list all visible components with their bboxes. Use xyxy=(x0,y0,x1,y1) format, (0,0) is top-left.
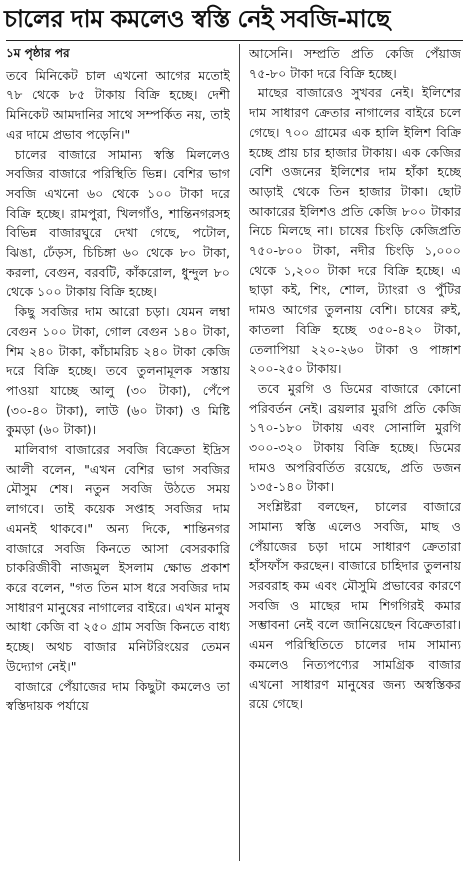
paragraph: কিছু সবজির দাম আরো চড়া। যেমন লম্বা বেগুন ১০০ টাকা, গোল বেগুন ১৪০ টাকা, শিম ২৪০ টাকা, কাঁচামরিচ ২৪০ টাকা কেজি দরে বিক্রি হচ্ছে। তবে তুলনামূলক সস্তায় পাওয়া যাচ্ছে আলু (৩০ টাকা), পেঁপে (৩০-৪০ টাকা), লাউ (৬০ টাকা) ও মিষ্টি কুমড়া (৬০ টাকা)। xyxy=(6,304,230,438)
paragraph: আসেনি। সম্প্রতি প্রতি কেজি পেঁয়াজ ৭৫-৮০ টাকা দরে বিক্রি হচ্ছে। xyxy=(249,46,461,81)
right-column xyxy=(249,44,461,861)
paragraph: বাজারে পেঁয়াজের দাম কিছুটা কমলেও তা স্বস্তিদায়ক পর্যায়ে xyxy=(6,678,230,714)
headline-rule xyxy=(6,40,463,41)
column-divider xyxy=(239,44,240,861)
paragraph: তবে মুরগি ও ডিমের বাজারে কোনো পরিবর্তন নেই। ব্রয়লার মুরগি প্রতি কেজি ১৭০-১৮০ টাকায় এবং সোনালি মুরগি ৩০০-৩২০ টাকায় বিক্রি হচ্ছে। ডিমের দামও অপরিবর্তিত রয়েছে, প্রতি ডজন ১৩৫-১৪০ টাকা। xyxy=(249,380,461,495)
paragraph: চালের বাজারে সামান্য স্বস্তি মিললেও সবজির বাজারে পরিস্থিতি ভিন্ন। বেশির ভাগ সবজি এখনো ৬০ থেকে ১০০ টাকা দরে বিক্রি হচ্ছে। রামপুরা, খিলগাঁও, শান্তিনগরসহ বিভিন্ন বাজারঘুরে দেখা গেছে, পটোল, ঝিঙা, ঢেঁড়স, চিচিঙ্গা ৬০ থেকে ৮০ টাকা, করলা, বেগুন, বরবটি, কাঁকরোল, ধুন্দুল ৮০ থেকে ১০০ টাকায় বিক্রি হচ্ছে। xyxy=(6,146,230,300)
headline: চালের দাম কমলেও স্বস্তি নেই সবজি-মাছে xyxy=(4,5,390,33)
paragraph: সংশ্লিষ্টরা বলছেন, চালের বাজারে সামান্য স্বস্তি এলেও সবজি, মাছ ও পেঁয়াজের চড়া দামে সাধারণ ক্রেতারা হাঁসফাঁস করছেন। বাজারে চাহিদার তুলনায় সরবরাহ কম এবং মৌসুমি প্রভাবের কারণে সবজি ও মাছের দাম শিগগিরই কমার সম্ভাবনা নেই বলে জানিয়েছেন বিক্রেতারা। এমন পরিস্থিতিতে চালের দাম সামান্য কমলেও নিত্যপণ্যের সামগ্রিক বাজার এখনো সাধারণ মানুষের জন্য অস্বস্তিকর রয়ে গেছে। xyxy=(249,499,461,712)
left-column xyxy=(6,44,230,861)
paragraph: মালিবাগ বাজারের সবজি বিক্রেতা ইদ্রিস আলী বলেন, "এখন বেশির ভাগ সবজির মৌসুম শেষ। নতুন সবজি উঠতে সময় লাগবে। তাই কয়েক সপ্তাহ সবজির দাম এমনই থাকবে।" অন্য দিকে, শান্তিনগর বাজারে সবজি কিনতে আসা বেসরকারি চাকরিজীবী নাজমুল ইসলাম ক্ষোভ প্রকাশ করে বলেন, "গত তিন মাস ধরে সবজির দাম সাধারণ মানুষের নাগালের বাইরে। এখন মানুষ আধা কেজি বা ২৫০ গ্রাম সবজি কিনতে বাধ্য হচ্ছে। অথচ বাজার মনিটরিংয়ের তেমন উদ্যোগ নেই।" xyxy=(6,442,230,674)
paragraph: তবে মিনিকেট চাল এখনো আগের মতোই ৭৮ থেকে ৮৫ টাকায় বিক্রি হচ্ছে। দেশী মিনিকেট আমদানির সাথে সম্পর্কিত নয়, তাই এর দামে প্রভাব পড়েনি।" xyxy=(6,67,230,142)
continued-from-label: ১ম পৃষ্ঠার পর xyxy=(6,46,70,60)
paragraph: মাছের বাজারেও সুখবর নেই। ইলিশের দাম সাধারণ ক্রেতার নাগালের বাইরে চলে গেছে। ৭০০ গ্রামের এক হালি ইলিশ বিক্রি হচ্ছে প্রায় চার হাজার টাকায়। এক কেজির বেশি ওজনের ইলিশের দাম হাঁকা হচ্ছে আড়াই থেকে তিন হাজার টাকা। ছোট আকারের ইলিশও প্রতি কেজি ৮০০ টাকার নিচে মিলছে না। চাষের চিংড়ি কেজিপ্রতি ৭৫০-৮০০ টাকা, নদীর চিংড়ি ১,০০০ থেকে ১,২০০ টাকা দরে বিক্রি হচ্ছে। এ ছাড়া কই, শিং, শোল, ট্যাংরা ও পুঁটির দামও আগের তুলনায় বেশি। চাষের রুই, কাতলা বিক্রি হচ্ছে ৩৫০-৪২০ টাকা, তেলাপিয়া ২২০-২৬০ টাকা ও পাঙ্গাশ ২০০-২৫০ টাকায়। xyxy=(249,85,461,377)
